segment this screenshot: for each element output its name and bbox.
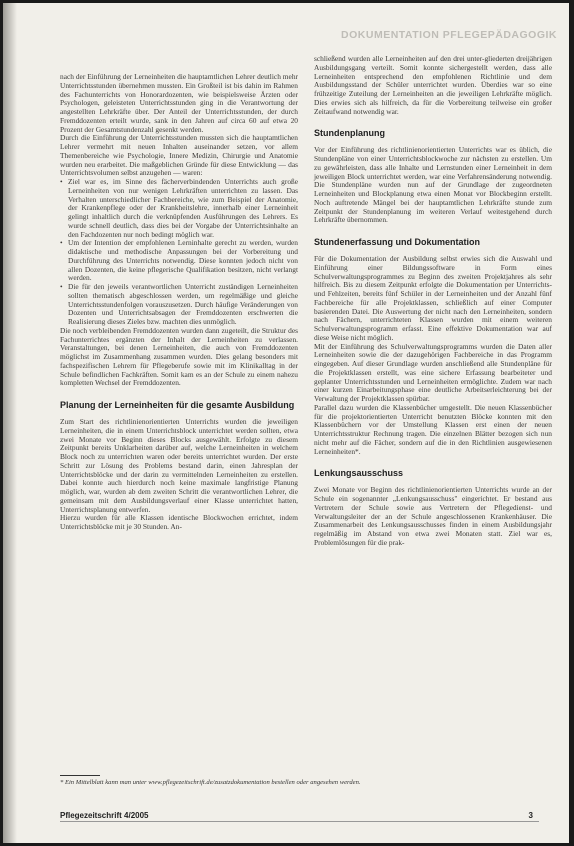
left-paragraph-2: Durch die Einführung der Unterrichtsstunden mussten sich die hauptamtlichen Lehrer vermehrt mit neuen Inhalten auseinander setzen, vor allem Themenbereiche wie Psychologie, Innere Medizin, Chirurgie und Anatomie wurden neu erarbeitet. Die maßgeblichen Gründe für diese Entwicklung — das Unterrichtsvolumen selbst anzugehen — waren: [60,133,298,178]
page-binding-shadow [3,3,17,843]
left-column [60,73,298,532]
left-paragraph-4: Zum Start des richtlinienorientierten Unterrichts wurden die jeweiligen Lerneinheiten, die in einem Unterrichtsblock unterrichtet werden sollten, etwa zwei Monate vor Beginn dieses Blocks ausgewählt. Erfolgte zu diesem Zeitpunkt bereits Unklarheiten darüber auf, welche Lerneinheiten in welchem Block noch zu unterrichten waren oder bereits unterrichtet wurden. Der erste Schritt zur Lösung des Problems bestand darin, einen Jahresplan der Unterrichtsblöcke und der darin zu vermittelnden Lerneinheiten zu erstellen. Dabei konnte auch hierdurch noch keine maximale langfristige Planung möglich, war, wurden ab dem zweiten Schritt die verantwortlichen Lehrer, die gemeinsam mit dem Ausbildungsverlauf einer Klasse unterrichtet hatten, Unterrichtsplanung entwerfen. [60,417,298,514]
right-paragraph-2: Für die Dokumentation der Ausbildung selbst erwies sich die Auswahl und Einführung einer Bildungssoftware in Form eines Schulverwaltungsprogrammes zu Beginn des zweiten Projektjahres als sehr hilfreich. Bis zu diesem Zeitpunkt erfolgte die Dokumentation per Unterrichts- und Fehlzeiten, bereits fünf Schüler in der Lerneinheiten und der Anzahl fünf Fachbereiche für alle Projektklassen, schließlich auf einer Computer basierenden Datei. Die Auswertung der nicht nach den Lerneinheiten, sondern nach Fächern, unterrichteten Klassen wurden mit einem weiteren Schulverwaltungsprogramm erfasst. Eine effektive Dokumentation war auf diese Weise nicht möglich. [314,254,552,342]
document-page [3,3,569,843]
left-intro-paragraph: nach der Einführung der Lerneinheiten die hauptamtlichen Lehrer deutlich mehr Unterrichtsstunden übernehmen mussten. Ein Großteil ist bis dahin im Rahmen des Fachunterrichts von Honorardozenten, wie beispielsweise Ärzten oder Psychologen, geleisteten Unterrichtsstunden ging in die Verantwortung der angestellten Lehrkräfte über. Der Anteil der Unterrichtsstunden, der durch Fremddozenten erteilt wurde, sank in den Jahren auf circa 60 auf etwa 20 Prozent der Gesamtstundenzahl gesenkt werden. [60,72,298,134]
section-heading-planning: Planung der Lerneinheiten für die gesamte Ausbildung [60,400,295,410]
right-paragraph-1: Vor der Einführung des richtlinienorientierten Unterrichts war es üblich, die Stundenpläne von einer Unterrichtsblockwoche zur nächsten zu erstellen. Um zu gewährleisten, dass alle Inhalte und Lernstunden einer Lerneinheit in dem jeweiligen Block unterrichtet werden, war eine Verfahrensänderung notwendig. Die Stundenpläne wurden nun auf der Grundlage der zugeordneten Lerneinheiten und Blockplanung etwa einen Monat vor Blockbeginn erstellt. Noch auftretende Mängel bei der hauptamtlichen Lehrkräfte stunde zum Zeitpunkt der Stundenplanung im weiteren Verlauf weitestgehend durch Lehrkräfte übernommen. [314,145,552,225]
list-item: • Ziel war es, im Sinne des fächerverbindenden Unterrichts auch große Lerneinheiten von nur wenigen Lehrkräften unterrichten zu lassen. Das Verhalten unterschiedlicher Fachbereiche, wie zum Beispiel der Anatomie, der Krankenpflege oder der Krankheitslehre, innerhalb einer Lerneinheit gelingt inhaltlich durch die verknüpfenden Ausführungen des Lehrers. Es wurde schnell deutlich, dass dies bei der Vorgabe der Unterrichtsinhalte an den Fachdozenten nur noch bedingt möglich war. [68,178,298,239]
page-number: 3 [528,811,533,820]
list-item: • Die für den jeweils verantwortlichen Unterricht zuständigen Lerneinheiten sollten thematisch abgeschlossen werden, um regelmäßige und gleiche Unterrichtsstundenfolgen vorauszusetzen. Durch häufige Veränderungen von Dozenten und Unterrichtsabsagen der Fremddozenten erschwerten die Realisierung dieses Zieles bzw. machten dies unmöglich. [68,283,298,327]
footer-divider [60,821,539,822]
left-paragraph-3: Die noch verbleibenden Fremddozenten wurden dann zugeteilt, die Struktur des Fachunterrichtes ergänzten der Inhalt der Lerneinheiten zu verlassen. Veranstaltungen, bei denen Lerneinheiten, die auch von Fremddozenten möglichst im Zusammenhang zusammen wurden. Dies gelang besonders mit fachspezifischen Lehrern für Pflegeberufe sowie mit im Klinikalltag in der Schule befindlichen Fachkräften. Somit kam es an der Schule zu einem nahezu kompletten Wechsel der Fremddozenten. [60,325,298,388]
right-paragraph-5: Zwei Monate vor Beginn des richtlinienorientierten Unterrichts wurde an der Schule ein sogenannter „Lenkungsausschuss" eingerichtet. Er bestand aus Vertretern der Schule sowie aus Vertretern der Pflegedienst- und Verwaltungsleiter der an der Schule angeschlossenen Krankenhäuser. Die Zusammenarbeit des Lenkungsausschusses finden in einem Ausbildungsjahr regelmäßig im Abstand von etwa zwei Monaten statt. Ziel war es, Problemlösungen für die prak- [314,485,552,547]
left-paragraph-5: Hierzu wurden für alle Klassen identische Blockwochen errichtet, indem Unterrichtsblöcke mit je 30 Stunden. An- [60,513,298,531]
section-heading-schedule: Stundenplanung [314,128,385,139]
right-intro-paragraph: schließend wurden alle Lerneinheiten auf den drei unter-gliederten dreijährigen Ausbildungsgang verteilt. Somit konnte sichergestellt werden, dass alle Lerneinheiten entsprechend den empfohlenen Richtlinie und dem Ausbildungsstand der Schüler unterrichtet wurden. Überdies war so eine frühzeitige Zuteilung der Lerneinheiten an die jeweiligen Lehrkräfte möglich. Dies erwies sich als hilfreich, da für die Vorbereitung teilweise ein großer Zeitaufwand notwendig war. [314,54,552,116]
reasons-list [60,178,298,327]
list-item: • Um der Intention der empfohlenen Lerninhalte gerecht zu werden, wurden didaktische und methodische Anpassungen bei der Vorbereitung und Durchführung des Unterrichts notwendig. Diese konnten jedoch nicht von allen Dozenten, die keine pflegerische Qualifikation besitzen, nicht verlangt werden. [68,239,298,283]
footnote-divider [60,775,100,776]
section-heading-steering: Lenkungsausschuss [314,468,404,479]
right-paragraph-3: Mit der Einführung des Schulverwaltungsprogramms wurden die Daten aller Lerneinheiten sowie die der dazugehörigen Fachbereiche in das Programm eingegeben. Auf dieser Grundlage wurden anschließend alle Stundenpläne für die Projektklassen erstellt, was eine sichere Erfassung bearbeiteter und geplanter Unterrichtsstunden und Lerneinheiten ermöglichte. Zudem war nach einer kurzen Einarbeitungsphase eine deutliche Arbeitserleichterung bei der Verwaltung der Projektklassen spürbar. [314,341,552,403]
right-paragraph-4: Parallel dazu wurden die Klassenbücher umgestellt. Die neuen Klassenbücher für die projektorientierten Unterricht benutzten Blöcke konnten mit den Klassenbüchern vor der Umstellung Klassen erst einen der neuen Unterrichtsstruktur Rechnung tragen. Die einzelnen Blätter bezogen sich nun nicht mehr auf die Fächer, sondern auf die in den Richtlinien ausgewiesenen Lerneinheiten*. [314,402,552,456]
section-header: DOKUMENTATION PFLEGEPÄDAGOGIK [341,29,557,41]
section-heading-documentation: Stundenerfassung und Dokumentation [314,237,481,247]
footnote: * Ein Mittelblatt kann man unter www.pflegezeitschrift.de/zusatzdokumentation bestellen oder angesehen werden. [60,779,361,786]
right-column [314,55,552,548]
journal-footer: Pflegezeitschrift 4/2005 [60,811,149,820]
